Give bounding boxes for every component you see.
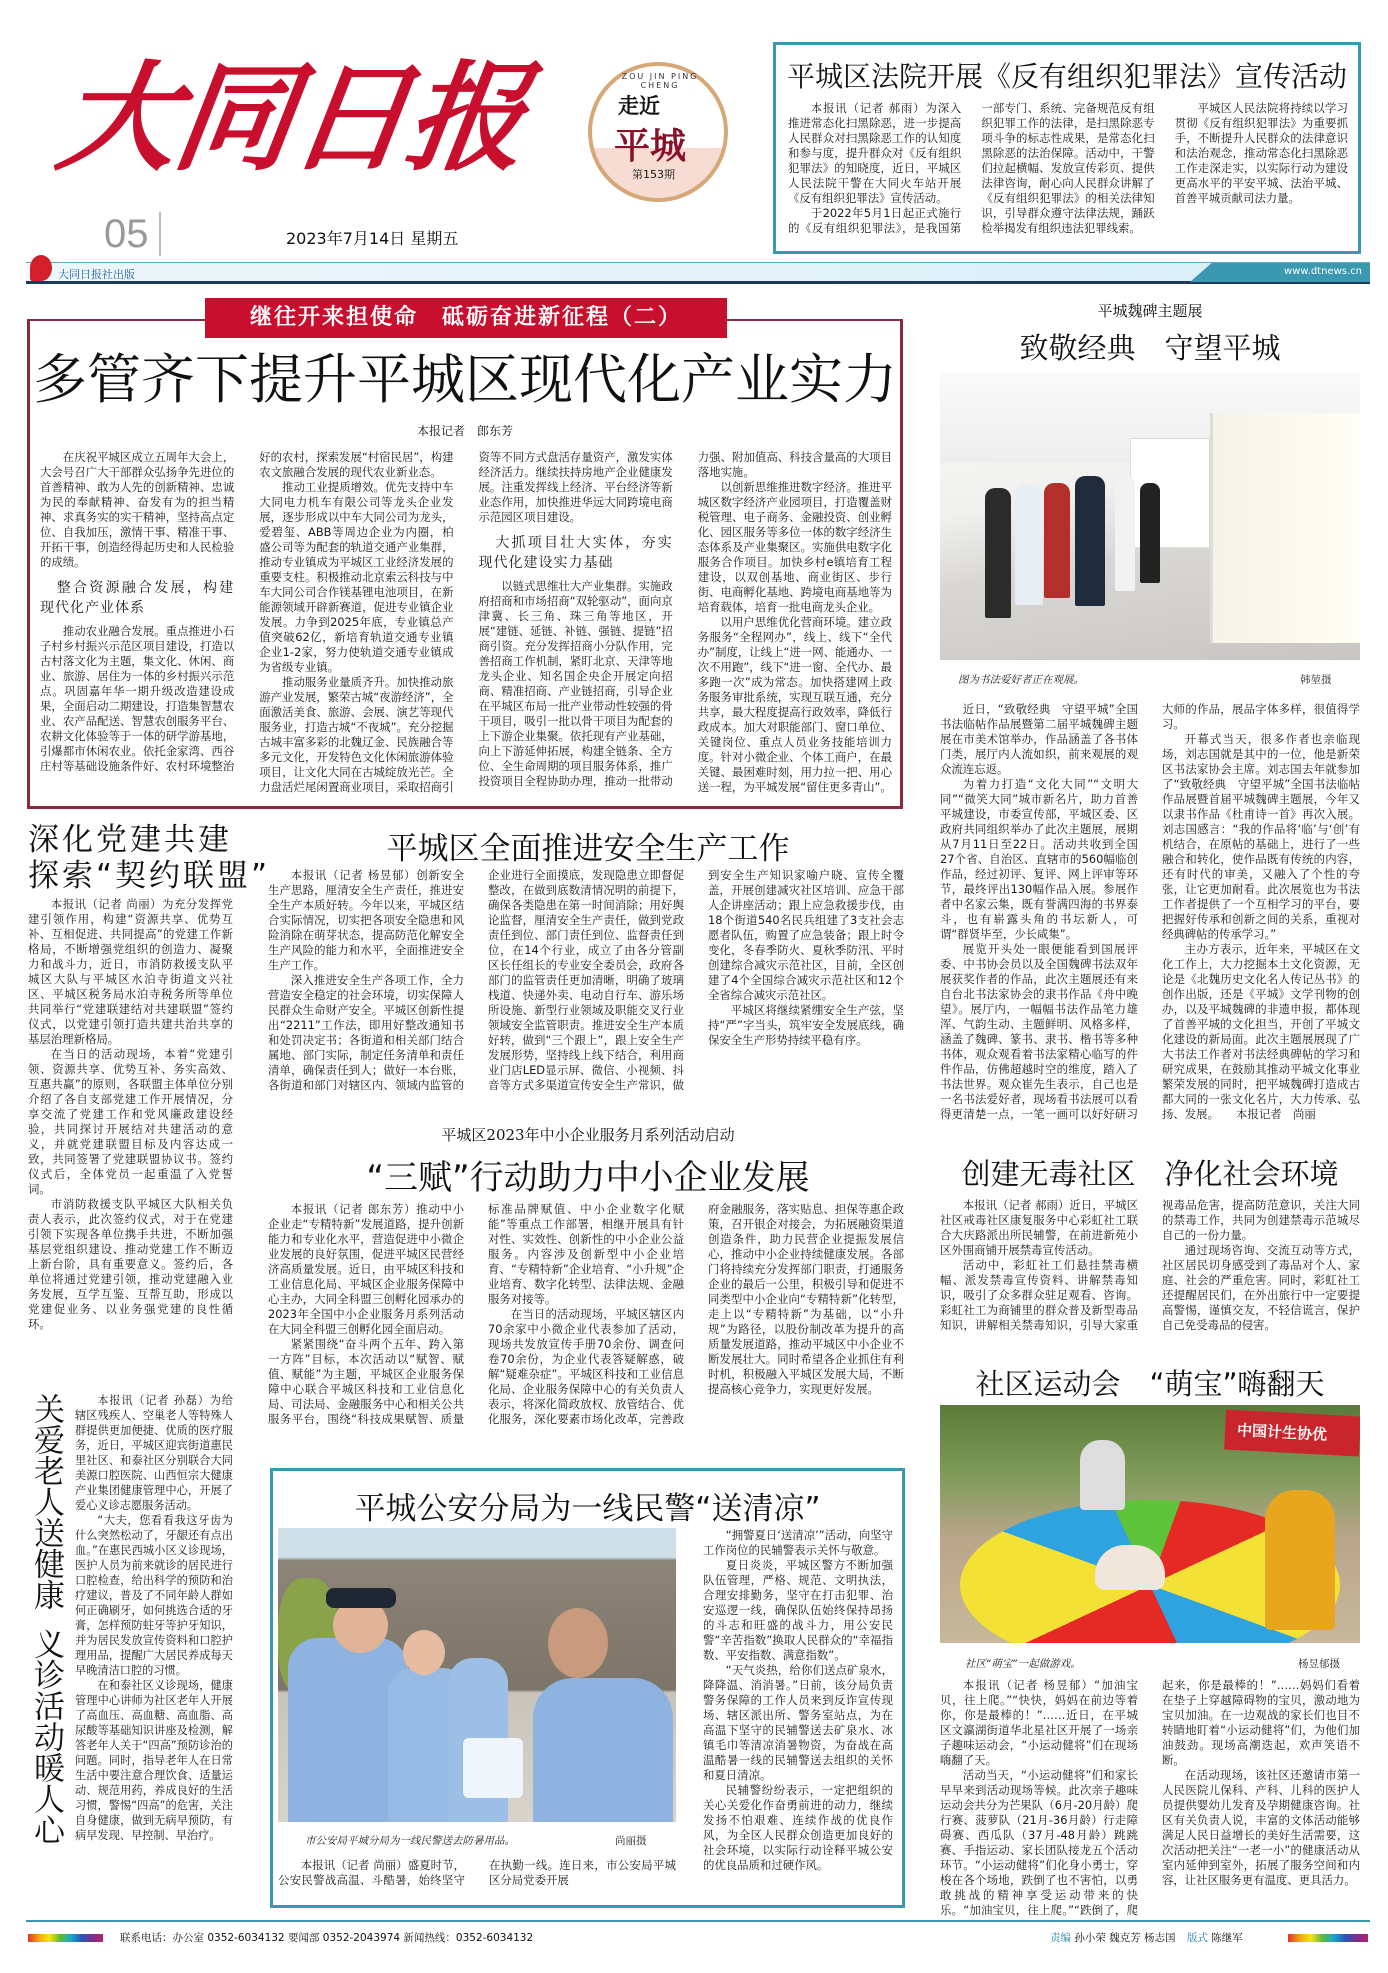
masthead-bar <box>26 262 1370 284</box>
badge-big-text: 平城 <box>614 126 687 167</box>
safety-body <box>268 868 904 1093</box>
paragraph: 民辅警纷纷表示，一定把组织的关心关爱化作奋勇前进的动力，继续发扬不怕艰难、连续作战的优良作风，为全区人民群众创造更加良好的社会环境，以实际行动诠释平城公安的优良品质和过硬作风。 <box>703 1783 893 1872</box>
paragraph: 活动中，彩虹社工们悬挂禁毒横幅、派发禁毒宣传资料、讲解禁毒知识，吸引了众多群众驻足观看、咨询。彩虹社工为商铺里的群众普及新型毒品知识，讲解相关禁毒知识，引导大家重视毒品危害，提高防范意识，关注大同的禁毒工作，共同为创建禁毒示范城尽自己的一份力量。 <box>940 1198 1360 1332</box>
police-caption: 市公安局平城分局为一线民警送去防暑用品。 <box>305 1835 515 1847</box>
paragraph: 本报讯（记者 杨昱郁）创新安全生产思路，厘清安全生产责任，推进安全生产本质好转。今年以来，平城区结合实际情况，切实把各项安全隐患和风险消除在萌芽状态，提高防范化解安全生产风险的能力和水平，全面推进安全生产工作。 <box>268 868 464 972</box>
paragraph: 本报讯（记者 尚丽）为充分发挥党建引领作用，构建“资源共享、优势互补、互相促进、共同提高”的党建工作新格局，不断增强党组织的创造力、凝聚力和战斗力，近日，市消防救援支队平城区大队与平城区水泊寺街道文兴社区、平城区税务局水泊寺税务所等单位共同举行“党建联建结对共建联盟”签约仪式，以党建引领打造共建共治共享的基层治理新格局。 <box>28 897 233 1046</box>
sports-caption: 社区“萌宝”一起做游戏。 <box>965 1658 1081 1670</box>
issue-date: 2023年7月14日 星期五 <box>286 229 459 248</box>
badge-small-text: 走近 <box>618 94 660 118</box>
paragraph: 在和泰社区义诊现场，健康管理中心讲师为社区老年人开展了高血压、高血糖、高血脂、高尿酸等基础知识讲座及检测，解答老年人关于“四高”预防诊治的问题。同时，指导老年人在日常生活中要注意合理饮食、适量运动、规范用药，养成良好的生活习惯，警惕“四高”的危害，关注自身健康，做到无病早预防，有病早发现、早控制、早治疗。 <box>75 1679 233 1842</box>
paragraph: 推动服务业量质齐升。加快推动旅游产业发展，繁荣古城“夜游经济”，全面激活美食、旅游、会展、演艺等现代服务业，打造古城“不夜城”。充分挖掘古城丰富多彩的北魏辽金、民族融合等多元文化，开发特色文化休闲旅游体验项目，让文化大同在古城绽放光芒。全力盘活烂尾闲置商业项目，采取招商引资等不同方式盘活存量资产，激发实体经济活力。继续扶持房地产企业健康发展。注重发挥线上经济、平台经济等新业态作用，加快推进华远大同跨境电商示范园区项目建设。 <box>259 450 673 794</box>
party-body <box>28 897 233 1342</box>
elderly-title-part2: 义诊活动暖人心 <box>28 1628 64 1845</box>
footer-credits <box>1050 1930 1243 1945</box>
paragraph: 活动当天，“小运动健将”们和家长早早来到活动现场等候。此次亲子趣味运动会共分为芒果队（6月-20月龄）爬行赛、菠萝队（21月-36月龄）行走障碍赛、西瓜队（37月-48月龄）跳跳赛、手指运动、家长团队接龙五个活动环节。“小运动健将”们化身小勇士，穿梭在各个场地，跌倒了也不害怕，以勇敢挑战的精神享受运动带来的快乐。“加油宝贝，往上爬。”“跌倒了，爬起来，你是最棒的！”……妈妈们看着在垫子上穿越障碍物的宝贝，激动地为宝贝加油。在一边观战的家长们也目不转睛地盯着“小运动健将”们，为他们加油鼓劲。现场高潮迭起，欢声笑语不断。 <box>940 1678 1360 1917</box>
paragraph: 展览开头处一眼便能看到国展评委、中书协会员以及全国魏碑书法双年展获奖作者的作品，此次主题展还有来自台北书法家协会的隶书作品《舟中晚望》。展厅内，一幅幅书法作品笔力雄浑、气韵生动、主题鲜明、风格多样，涵盖了魏碑、篆书、隶书、楷书等多种书体，观众观看着书法家精心临写的件件作品，仿佛超越时空的维度，踏入了书法世界。观众崔先生表示，自己也是一名书法爱好者，现场看书法展可以看得更清楚一点，一笔一画可以好好研习大师的作品，展品字体多样，很值得学习。 <box>940 702 1360 1121</box>
sme-title: “三赋”行动助力中小企业发展 <box>366 1158 810 1198</box>
paragraph: 深入推进安全生产各项工作，全力营造安全稳定的社会环境，切实保障人民群众生命财产安全。平城区创新性提出“2211”工作法，即用好整改通知书和处罚决定书；各街道和相关部门结合属地、部门实际，制定任务清单和责任清单，确保责任到人；做好一本台账，各街道和部门对辖区内、领域内监管的企业进行全面摸底，发现隐患立即督促整改，在做到底数清情况明的前提下，确保各类隐患在第一时间消除；用好舆论监督，厘清安全生产责任，做到党政责任到位、部门责任到位、监督责任到位，在14个行业，成立了由各分管副区长任组长的专业安全委员会，政府各部门的监管责任更加清晰，明确了玻璃栈道、快递外卖、电动自行车、游乐场所设施、新型行业领域及职能交叉行业领域安全监管职责。推进安全生产本质好转，做到“三个跟上”，跟上安全生产发展形势，坚持线上线下结合，利用商业门店LED显示屏、微信、小视频、抖音等方式多渠道宣传安全生产常识，做到安全生产知识家喻户晓、宣传全覆盖，开展创建减灾社区培训、应急干部人企讲座活动；跟上应急救援步伐，由18个街道540名民兵组建了3支社会志愿者队伍，购置了应急装备；跟上时令变化，冬春季防火、夏秋季防汛、平时创建综合减灾示范社区，目前，全区创建了4个全国综合减灾示范社区和12个全省综合减灾示范社区。 <box>268 868 904 1092</box>
photo-banner-text: 中国计生协优 <box>1224 1409 1360 1456</box>
publisher-label: 大同日报社出版 <box>58 268 135 281</box>
main-article-byline: 本报记者 郎东芳 <box>416 424 513 438</box>
paragraph: “拥警夏日‘送清凉’”活动，向坚守工作岗位的民辅警表示关怀与敬意。 <box>703 1528 893 1557</box>
section-subheading: 大抓项目壮大实体，夯实现代化建设实力基础 <box>478 535 673 571</box>
paragraph: 本报讯（记者 杨昱郁）“加油宝贝，往上爬。”“快快，妈妈在前边等着你，你是最棒的！”……近日，在平城区文瀛湖街道华北星社区开展了一场亲子趣味运动会，“小运动健将”们在现场嗨翻了天。 <box>940 1678 1138 1767</box>
newspaper-logo: 大同日报 <box>50 48 534 187</box>
layout-editor: 陈继军 <box>1211 1932 1243 1944</box>
paragraph: 以用户思维优化营商环境。建立政务服务“全程网办”，线上、线下“全代办”制度，让线上“进一网、能通办、一次不用跑”，线下“进一窗、全代办、最多跑一次”成为常态。加快搭建网上政务服务审批系统，实现互联互通，充分共享，最大程度提高行政效率，降低行政成本。加大对职能部门、窗口单位、关键岗位、重点人员业务技能培训力度。针对小微企业、个体工商户，在最关键、最困难时刻，用力拉一把、用心送一程，为平城发展“留住更多青山”。 <box>697 615 892 794</box>
main-article-body <box>40 450 892 795</box>
exhibition-kicker: 平城魏碑主题展 <box>1097 302 1203 320</box>
sports-credit: 杨昱郁摄 <box>1298 1658 1340 1670</box>
paragraph: 近日，“致敬经典 守望平城”全国书法临帖作品展暨第二届平城魏碑主题展在市美术馆举办，作品涵盖了各书体门类，展厅内人流如织，前来观展的观众流连忘返。 <box>940 702 1138 776</box>
badge-pinyin: ZOU JIN PING CHENG <box>621 72 699 90</box>
layout-label: 版式 <box>1186 1932 1208 1944</box>
drug-title: 创建无毒社区 净化社会环境 <box>961 1157 1339 1191</box>
party-title-line1: 深化党建共建 <box>28 822 232 858</box>
website-link[interactable]: www.dtnews.cn <box>1284 266 1362 277</box>
paragraph: 市消防救援支队平城区大队相关负责人表示，此次签约仪式，对于在党建引领下实现各单位携手共进，不断加强基层党组织建设、推动党建工作不断迈上新台阶，具有重要意义。签约后，各单位将通过党建引领，推动党建融入业务发展，互学互鉴、互帮互助，形成以党建促业务、以业务强党建的良性循环。 <box>28 1197 233 1331</box>
paragraph: 在当日的活动现场，本着“党建引领、资源共享、优势互补、务实高效、互惠共赢”的原则，各联盟主体单位分别介绍了各自支部党建工作开展情况，分享交流了党建工作和党风廉政建设经验，共同探讨开展结对共建活动的意义，并就党建联盟目标及内容达成一致，共同签署了党建联盟协议书。签约仪式后，全体党员一起重温了入党誓词。 <box>28 1047 233 1196</box>
paragraph: 平城区将继续紧绷安全生产弦，坚持“严”字当头，筑牢安全发展底线，确保安全生产形势持续平稳有序。 <box>708 1003 904 1047</box>
paragraph: 本报讯（记者 郝雨）为深入推进常态化扫黑除恶，进一步提高人民群众对扫黑除恶工作的认知度和参与度，提升群众对《反有组织犯罪法》的知晓度，近日，平城区人民法院干警在大同火车站开展《反有组织犯罪法》宣传活动。 <box>788 101 962 205</box>
exhibition-title: 致敬经典 守望平城 <box>1019 331 1281 365</box>
sports-title: 社区运动会 “萌宝”嗨翻天 <box>975 1367 1325 1401</box>
paragraph: 以创新思维推进数字经济。推进平城区数字经济产业园项目，打造覆盖财税管理、电子商务、金融投资、创业孵化、园区服务等多位一体的数字经济生态体系及产业集聚区。实施供电数字化服务合作项目。加快乡村e镇培育工程建设，以双创基地、商业街区、步行街、电商孵化基地、跨境电商基地等为培育载体，培育一批电商龙头企业。 <box>697 480 892 614</box>
paragraph: 本报讯（记者 郝雨）近日，平城区社区戒毒社区康复服务中心彩虹社工联合大庆路派出所民辅警，在前进新苑小区外围商铺开展禁毒宣传活动。 <box>940 1198 1138 1257</box>
exhibition-photo <box>940 373 1360 660</box>
paragraph: “大夫，您看看我这牙齿为什么突然松动了，牙龈还有点出血。”在惠民西城小区义诊现场，医护人员为前来就诊的居民进行口腔检查，给出科学的预防和治疗建议，普及了不同年龄人群如何正确刷牙，如何挑选合适的牙膏，怎样预防蛀牙等护牙知识，并为居民发放宣传资料和口腔护理用品，提醒广大居民养成每天早晚清洁口腔的习惯。 <box>75 1514 233 1677</box>
exhibition-credit: 韩堃摄 <box>1300 674 1332 686</box>
elderly-title-part1: 关爱老人送健康 <box>28 1393 64 1610</box>
paragraph: 夏日炎炎，平城区警方不断加强队伍管理，严格、规范、文明执法，合理安排勤务，坚守在打击犯罪、治安巡逻一线，确保队伍始终保持昂扬的斗志和旺盛的战斗力，用公安民警“辛苦指数”换取人民群众的“幸福指数、平安指数、满意指数”。 <box>703 1558 893 1662</box>
editors-label: 责编 <box>1050 1932 1071 1944</box>
column-badge <box>588 62 728 202</box>
police-title: 平城公安分局为一线民警“送清凉” <box>354 1491 821 1527</box>
paragraph: 在当日的活动现场，平城区辖区内70余家中小微企业代表参加了活动，现场共发放宣传手册70余份、调查问卷70余份，为企业代表答疑解惑，破解“疑难杂症”。平城区科技和工业信息化局、企业服务保障中心的有关负责人表示，将深化简政放权、放管结合、优化服务，深化要素市场化改革，完善政府金融服务，落实贴息、担保等惠企政策，召开银企对接会，为拓展融资渠道创造条件，助力民营企业提振发展信心，推动中小企业持续健康发展。各部门将持续充分发挥部门职责，打通服务企业的最后一公里，积极引导和促进不同类型中小企业向“专精特新”化转型，走上以“专精特新”为基础，以“小升规”为路径，以股份制改革为提升的高质量发展道路，推动平城区中小企业不断发展壮大。同时希望各企业抓住有利时机，积极融入平城区发展大局，不断提高核心竞争力，实现更好发展。 <box>488 1202 904 1426</box>
paragraph: 推动农业融合发展。重点推进小石子村乡村振兴示范区项目建设，打造以古村落文化为主题，集文化、休闲、商业、旅游、居住为一体的乡村振兴示范点。巩固嘉年华一期升级改造建设成果，全面启动二期建设，打造集智慧农业、农产品配送、智慧农创服务平台、农耕文化体验等于一体的研学游基地，引爆都市休闲农业。依托金家湾、西谷庄村等基础设施条件好、农村环境整治好的农村，探索发展“村宿民居”，构建农文旅融合发展的现代农业新业态。 <box>40 450 454 773</box>
safety-title: 平城区全面推进安全生产工作 <box>386 831 790 867</box>
color-bar-left <box>28 1934 103 1942</box>
paragraph: 本报讯（记者 郎东芳）推动中小企业走“专精特新”发展道路，提升创新能力和专业化水平，营造促进中小微企业发展的良好氛围，促进平城区民营经济高质量发展。近日，由平城区科技和工业信息化局、平城区企业服务保障中心主办，大同全科盟三创孵化园承办的2023年全国中小企业服务月系列活动在大同全科盟三创孵化园全面启动。 <box>268 1202 464 1336</box>
paragraph: 推动工业提质增效。优先支持中车大同电力机车有限公司等龙头企业发展，逐步形成以中车大同公司为龙头，爱碧玺、ABB等周边企业为内圈，柏盛公司等为配套的轨道交通产业集群，推动专业镇成为平城区工业经济发展的重要支柱。积极推动北京索云科技与中车大同公司合作镁基锂电池项目，在新能源领域开辟新赛道，促进专业镇企业发展。力争到2025年底，专业镇总产值突破62亿，新培育轨道交通专业镇企业1-2家，努力使轨道交通专业镇成为省级专业镇。 <box>259 480 454 674</box>
paragraph: “天气炎热，给你们送点矿泉水，降降温、消消暑。”日前，该分局负责警务保障的工作人员来到反诈宣传现场、辖区派出所、警务室站点，为在高温下坚守的民辅警送去矿泉水、冰镇毛巾等清凉消暑物资，为奋战在高温酷暑一线的民辅警送去组织的关怀和夏日清凉。 <box>703 1663 893 1782</box>
police-credit: 尚丽摄 <box>615 1835 647 1847</box>
police-body-left <box>278 1858 676 1890</box>
footer-rule <box>26 1920 1370 1922</box>
party-title-line2: 探索“契约联盟” <box>28 858 271 894</box>
elderly-vertical-title <box>28 1393 62 1845</box>
section-subheading: 整合资源融合发展，构建现代化产业体系 <box>40 580 235 616</box>
exhibition-body <box>940 702 1360 1122</box>
paragraph: 在活动现场，该社区还邀请市第一人民医院儿保科、产科、儿科的医护人员提供婴幼儿发育及孕期健康咨询。社区有关负责人说，丰富的文体活动能够满足人民日益增长的美好生活需要，这次活动把关注“一老一小”的健康活动从室内延伸到室外，拓展了服务空间和内容，让社区服务更有温度、更具活力。 <box>1162 1768 1360 1887</box>
color-bar-right <box>1288 1934 1368 1942</box>
police-photo <box>278 1528 676 1822</box>
sme-kicker: 平城区2023年中小企业服务月系列活动启动 <box>441 1126 735 1144</box>
footer-contacts: 联系电话：办公室 0352-6034132 要闻部 0352-2043974 新闻热线：0352-6034132 <box>120 1932 534 1944</box>
top-story-box <box>773 42 1361 254</box>
party-title <box>28 822 270 894</box>
paragraph: 开幕式当天，很多作者也亲临现场，刘志国就是其中的一位，他是新荣区书法家协会主席。刘志国去年就参加了“致敬经典 守望平城”全国书法临帖作品展暨首届平城魏碑主题展，今年又以隶书作品《杜甫诗一首》再次入展。刘志国感言：“我的作品将‘临’与‘创’有机结合，在原帖的基础上，进行了一些融合和转化，使作品既有传统的内容，还有时代的审美，又融入了个性的夸张，让它更加耐看。此次展览也为书法工作者提供了一个互相学习的平台，要把握好传承和创新之间的关系，重视对经典碑帖的传承学习。” <box>1162 732 1360 941</box>
editors: 孙小荣 魏克芳 杨志国 <box>1074 1932 1176 1944</box>
paragraph: 本报讯（记者 尚丽）盛夏时节，公安民警战高温、斗酷暑，始终坚守在执勤一线。连日来，市公安局平城区分局党委开展 <box>278 1858 676 1887</box>
paragraph: 为着力打造“文化大同”“文明大同”“微笑大同”城市新名片，助力首善平城建设，市委宣传部，平城区委、区政府共同组织举办了此次主题展，展期从7月11日至22日。活动共收到全国27个省、自治区、直辖市的560幅临创作品，经过初评、复评、网上评审等环节，最终评出130幅作品入展。参展作者中名家云集，既有誉满四海的书界泰斗，也有崭露头角的书坛新人，可谓“群贤毕至，少长咸集”。 <box>940 777 1138 941</box>
paragraph: 通过现场咨询、交流互动等方式，社区居民切身感受到了毒品对个人、家庭、社会的严重危害。同时，彩虹社工还提醒居民们，在外出旅行中一定要提高警惕，谨慎交友，不轻信谎言，保护自己免受毒品的侵害。 <box>1162 1243 1360 1332</box>
paragraph: 平城区人民法院将持续以学习贯彻《反有组织犯罪法》为重要抓手，不断提升人民群众的法律意识和法治观念，推动常态化扫黑除恶工作走深走实，以实际行动为建设更高水平的平安平城、法治平城、首善平城贡献司法力量。 <box>1174 101 1348 205</box>
paragraph: 于2022年5月1日起正式施行的《反有组织犯罪法》，是我国第一部专门、系统、完备规范反有组织犯罪工作的法律，是扫黑除恶专项斗争的标志性成果，是常态化扫黑除恶的法治保障。活动中，干警们拉起横幅、发放宣传彩页、提供法律咨询，耐心向人民群众讲解了《反有组织犯罪法》的相关法律知识，引导群众遵守法律法规，踊跃检举揭发有组织违法犯罪线索。 <box>788 101 1155 235</box>
paragraph: 主办方表示，近年来，平城区在文化工作上，大力挖掘本土文化资源，无论是《北魏历史文化名人传记丛书》的创作出版，还是《平城》文学刊物的创办，以及平城魏碑的非遗申报，都体现了首善平城的文化担当，开创了平城文化建设的新局面。此次主题展展现了广大书法工作者对书法经典碑帖的学习和研究成果，在鼓励其推动平城文化事业繁荣发展的同时，把平城魏碑打造成古都大同的一张文化名片，大力传承、弘扬、发展。 本报记者 尚丽 <box>1162 942 1360 1121</box>
paragraph: 以链式思维壮大产业集群。实施政府招商和市场招商“双轮驱动”，面向京津冀、长三角、珠三角等地区，开展“建链、延链、补链、强链、提链”招商引资。充分发挥招商小分队作用，完善招商工作机制，紧盯北京、天津等地龙头企业、知名国企央企开展定向招商、精准招商、产业链招商，引导企业在平城区布局一批产业带动性较强的骨干项目，吸引一批以骨干项目为配套的上下游企业集聚。依托现有产业基础，向上下游延伸拓展，构建全链条、全方位、全生命周期的项目服务体系，推广投资项目全程协助办理，推动一批带动力强、附加值高、科技含量高的大项目落地实施。 <box>478 450 892 788</box>
sme-body <box>268 1202 904 1437</box>
paragraph: 紧紧围绕“奋斗两个五年、跨入第一方阵”目标，本次活动以“赋智、赋值、赋能”为主题，平城区企业服务保障中心联合平城区科技和工业信息化局、司法局、金融服务中心和相关公共服务平台，围绕“科技成果赋智、质量标准品牌赋值、中小企业数字化赋能”等重点工作部署，相继开展具有针对性、实效性、创新性的中小企业公益服务。内容涉及创新型中小企业培育、“专精特新”企业培育、“小升规”企业培育、数字化转型、法律法规、金融服务对接等。 <box>268 1202 684 1426</box>
sports-body <box>940 1678 1360 1918</box>
flame-logo-icon <box>30 255 52 281</box>
paragraph: 在庆祝平城区成立五周年大会上，大会号召广大干部群众弘扬争先进位的首善精神、敢为人先的创新精神、忠诚为民的奉献精神、奋发有为的担当精神、求真务实的实干精神，坚持高点定位、自我加压，激情干事、精准干事、开拓干事，创造经得起历史和人民检验的成绩。 <box>40 450 235 569</box>
elderly-body <box>75 1393 233 1913</box>
top-story-body <box>788 101 1348 246</box>
top-story-title: 平城区法院开展《反有组织犯罪法》宣传活动 <box>786 60 1347 93</box>
drug-body <box>940 1198 1360 1333</box>
page-number: 05 <box>104 212 161 256</box>
police-body-right <box>703 1528 893 1893</box>
issue-number: 第153期 <box>632 168 675 181</box>
exhibition-caption: 图为书法爱好者正在观展。 <box>958 674 1084 686</box>
series-banner: 继往开来担使命 砥砺奋进新征程（二） <box>205 298 727 338</box>
main-article-title: 多管齐下提升平城区现代化产业实力 <box>33 348 897 411</box>
sports-photo <box>940 1405 1360 1643</box>
paragraph: 本报讯（记者 孙磊）为给辖区残疾人、空巢老人等特殊人群提供更加便捷、优质的医疗服务，近日，平城区迎宾街道惠民里社区、和泰社区分别联合大同美源口腔医院、山西恒宗大健康产业集团健康管理中心，开展了爱心义诊志愿服务活动。 <box>75 1394 233 1512</box>
